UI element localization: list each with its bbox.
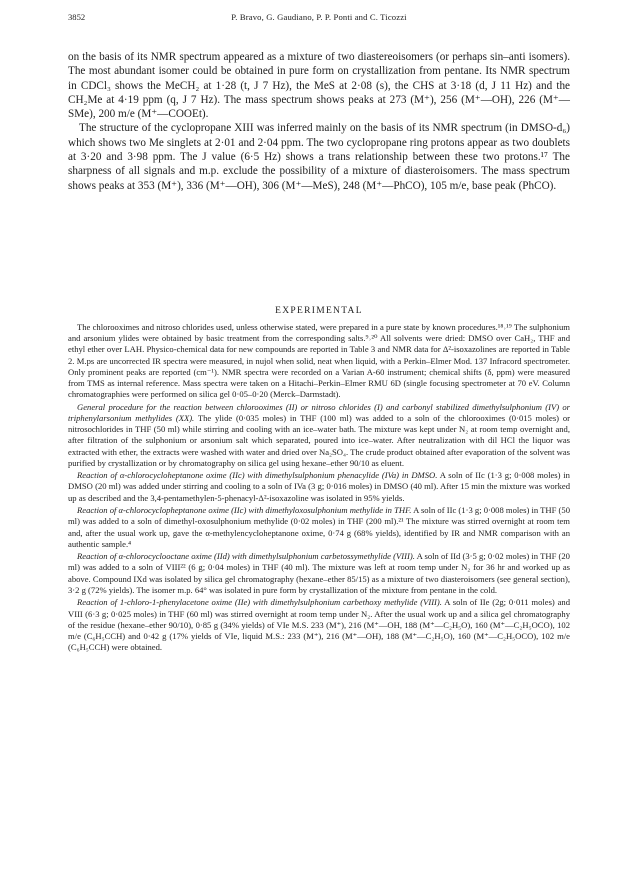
procedure-paragraph <box>68 505 570 550</box>
procedure-paragraph <box>68 597 570 653</box>
procedure-text: A soln of IIc (1·3 g; 0·008 moles) in THF (50 ml) was added to a soln of dimethyl-oxosulphonium methylide (0·02 moles) in THF (200 ml).²¹ The mixture was stirred overnight at room tem and, after the usual work up, gave the α-methylencycloheptanone oxime, 0·74 g (68% yields), identified by IR and NMR comparison with an authentic sample.⁴ <box>68 505 570 549</box>
section-heading-experimental: EXPERIMENTAL <box>275 306 363 316</box>
procedure-text: A soln of IIe (2g; 0·011 moles) and VIII (6·3 g; 0·025 moles) in THF (60 ml) was stirred overnight at room temp under N₂. After the usual work up and a silica gel chromatography of the residue (hexane–ether 90/10), 0·85 g (34% yields) of VIe M.S. 233 (M⁺), 216 (M⁺—OH, 188 (M⁺—C₂H₅O), 160 (M⁺—C₂H₅OCO), 102 m/e (C₆H₅CCH) and 0·42 g (17% yields of VIe, liquid M.S.: 233 (M⁺), 216 (M⁺—OH), 188 (M⁺—C₂H₅O), 160 (M⁺—C₂H₅OCO), 102 m/e (C₆H₅CCH) were obtained. <box>68 597 570 653</box>
paragraph-cyclopropane-structure: The structure of the cyclopropane XIII was inferred mainly on the basis of its NMR spectrum (in DMSO-d₆) which shows two Me singlets at 2·01 and 2·04 ppm. The two cyclopropane ring protons appear as two doublets at 3·20 and 3·98 ppm. The J value (6·5 Hz) shows a trans relationship between these two protons.¹⁷ The sharpness of all signals and m.p. exclude the possibility of a mixture of diasteroisomers. The mass spectrum shows peaks at 353 (M⁺), 336 (M⁺—OH), 306 (M⁺—MeS), 248 (M⁺—PhCO), 105 m/e, base peak (PhCO). <box>68 122 570 192</box>
procedure-paragraph <box>68 470 570 504</box>
procedure-text: A soln of IId (3·5 g; 0·02 moles) in THF (20 ml) was added to a soln of VIII²² (6 g; 0·04 moles) in THF (40 ml). The mixture was left at room temp under N₂ for 36 hr and worked up as above. Compound IXd was isolated by silica gel chromatography (hexane–ether 85/15) as a mixture of two diasteroisomers (see general section), 3·2 g (72% yields). The isomer m.p. 64° was isolated in pure form by crystallization of the mixture from pentane in the cold. <box>68 551 570 595</box>
running-head: P. Bravo, G. Gaudiano, P. P. Ponti and C. Ticozzi <box>231 12 407 22</box>
paragraph-general-methods: The chlorooximes and nitroso chlorides used, unless otherwise stated, were prepared in a pure state by known procedures.¹⁸˒¹⁹ The sulphonium and arsonium ylides were obtained by basic treatment from the corresponding salts.⁹˒²⁰ All solvents were dried: DMSO over CaH₂, THF and ethyl ether over LAH. Physico-chemical data for new compounds are reported in Table 3 and NMR data for Δ²-isoxazolines are reported in Table 2. M.ps are uncorrected IR spectra were measured, in nujol when solid, neat when liquid, with a Perkin–Elmer Mod. 137 Infracord spectrometer. Only prominent peaks are reported (cm⁻¹). NMR spectra were recorded on a Varian A-60 instrument; chemical shifts (δ, ppm) were measured from TMS as internal reference. Mass spectra were taken on a Hitachi–Perkin–Elmer RMU 6D (single focusing spectrometer at 70 eV. Column chromatographies were performed on silica gel 0·05–0·20 (Merck–Darmstadt). <box>68 322 570 400</box>
procedure-title: Reaction of α-chlorocyclooctane oxime (IId) with dimethylsulphonium carbetossymethylide (VIII). <box>77 551 415 562</box>
experimental-section <box>68 322 570 653</box>
results-continuation <box>68 50 570 193</box>
procedure-title: Reaction of α-chlorocycloheptanone oxime (IIc) with dimethylsulphonium phenacylide (IVa) in DMSO. <box>77 470 438 481</box>
procedure-title: Reaction of α-chlorocyclopheptanone oxime (IIc) with dimethyloxosulphonium methylide in THF. <box>77 505 412 516</box>
procedure-paragraph <box>68 402 570 469</box>
procedure-paragraph <box>68 551 570 596</box>
paragraph-nmr-continuation: on the basis of its NMR spectrum appeared as a mixture of two diastereoisomers (or perhaps sin–anti isomers). The most abundant isomer could be obtained in pure form on crystallization from pentane. Its NMR spectrum in CDCl₃ shows the MeCH₂ at 1·28 (t, J 7 Hz), the MeS at 2·08 (s), the CHS at 3·18 (d, J 11 Hz) and the CH₂Me at 4·19 ppm (q, J 7 Hz). The mass spectrum shows peaks at 273 (M⁺), 256 (M⁺—OH), 226 (M⁺—SMe), 200 m/e (M⁺—COOEt). <box>68 51 570 121</box>
page-number: 3852 <box>68 12 86 22</box>
procedure-text: A soln of IIc (1·3 g; 0·008 moles) in DMSO (20 ml) was added under stirring and cooling to a soln of IVa (3 g; 0·016 moles) in DMSO (40 ml). After 15 min the mixture was worked up as described and the 3,4-pentamethylen-5-phenacyl-Δ²-isoxazoline was isolated in 95% yields. <box>68 470 570 503</box>
procedure-title: Reaction of 1-chloro-1-phenylacetone oxime (IIe) with dimethylsulphonium carbethoxy methylide (VIII). <box>77 597 442 608</box>
procedure-title: General procedure for the reaction between chlorooximes (II) or nitroso chlorides (I) and carbonyl stabilized dimethylsulphonium (IV) or triphenylarsonium methylides (XX). <box>68 401 570 423</box>
procedure-text: The ylide (0·035 moles) in THF (100 ml) was added to a soln of the chlorooximes (0·015 moles) or nitrosochlorides in THF (50 ml) while stirring and cooling with an ice–water bath. The mixture was kept under N₂ at room temp overnight and, after filtration of the sulphonium or arsonium salt which separated, poured into ice–water. After neutralization with dil HCl the liquor was extracted with ether, the extracts were washed with water and dried over Na₂SO₄. The crude product obtained after evaporation of the solvent was purified by crystallization or by chromatography on silica gel using hexane–ether 90/10 as eluent. <box>68 412 570 468</box>
page-header <box>68 12 570 26</box>
